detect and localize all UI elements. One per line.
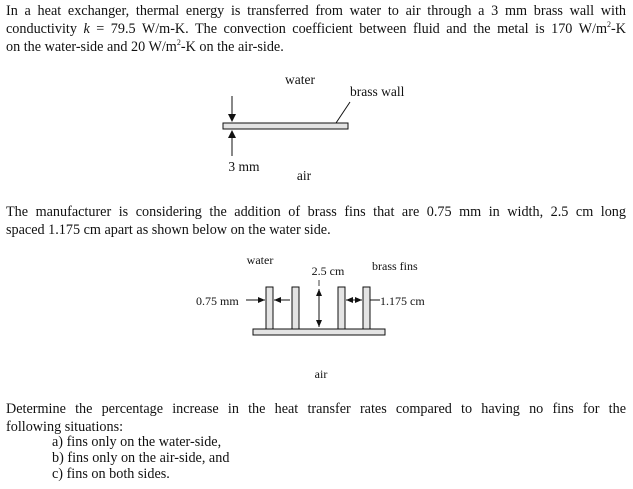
fig1-water-label: water bbox=[285, 72, 315, 87]
fig1-wall-label: brass wall bbox=[350, 84, 405, 99]
length-arrowhead-bottom bbox=[316, 320, 322, 327]
fig2-air-label: air bbox=[314, 367, 328, 381]
width-arrowhead-right bbox=[274, 297, 281, 303]
situations-list bbox=[52, 434, 229, 482]
fig2-width-label: 0.75 mm bbox=[196, 294, 239, 308]
question-line-1: Determine the percentage increase in the heat transfer rates compared to having no fins for the bbox=[6, 401, 626, 417]
fins-line-1: The manufacturer is considering the addition of brass fins that are 0.75 mm in width, 2.5 cm long bbox=[6, 204, 626, 220]
fins-description bbox=[6, 203, 626, 239]
fins-line-2: spaced 1.175 cm apart as shown below on the water side. bbox=[6, 222, 331, 238]
fig2-spacing-label: 1.175 cm bbox=[380, 294, 425, 308]
thickness-arrowhead-bottom bbox=[228, 130, 236, 138]
figure-finned-wall bbox=[196, 253, 425, 381]
spacing-arrowhead-left bbox=[346, 297, 353, 303]
fig1-wall-leader bbox=[334, 102, 350, 126]
situation-item: a) fins only on the water-side, bbox=[52, 434, 222, 450]
fig2-water-label: water bbox=[246, 253, 274, 267]
brass-wall bbox=[223, 123, 348, 129]
situation-item: c) fins on both sides. bbox=[52, 466, 170, 482]
situation-item: b) fins only on the air-side, and bbox=[52, 450, 230, 466]
fig1-thickness-label: 3 mm bbox=[228, 159, 260, 174]
brass-fin bbox=[363, 287, 370, 329]
fig2-fins-label: brass fins bbox=[372, 259, 418, 273]
brass-fin bbox=[266, 287, 273, 329]
intro-line-1: In a heat exchanger, thermal energy is transferred from water to air through a 3 mm brass wall with bbox=[6, 3, 626, 19]
question-line-2: following situations: bbox=[6, 419, 124, 435]
intro-line-3: on the water-side and 20 $W/m^2-K$ on the air-side. bbox=[6, 38, 284, 55]
brass-fin bbox=[292, 287, 299, 329]
length-arrowhead-top bbox=[316, 289, 322, 296]
intro-line-2: conductivity k = 79.5 W/m-K. The convection coefficient between fluid and the metal is 170 $W/m^2-K$ bbox=[6, 20, 626, 37]
question-text bbox=[6, 400, 626, 436]
fig1-air-label: air bbox=[296, 168, 312, 183]
width-arrowhead-left bbox=[258, 297, 265, 303]
figure-plain-wall bbox=[223, 72, 405, 183]
thickness-arrowhead-top bbox=[228, 114, 236, 122]
fin-base-plate bbox=[253, 329, 385, 335]
brass-fin bbox=[338, 287, 345, 329]
fig2-length-label: 2.5 cm bbox=[311, 264, 345, 278]
spacing-arrowhead-right bbox=[355, 297, 362, 303]
